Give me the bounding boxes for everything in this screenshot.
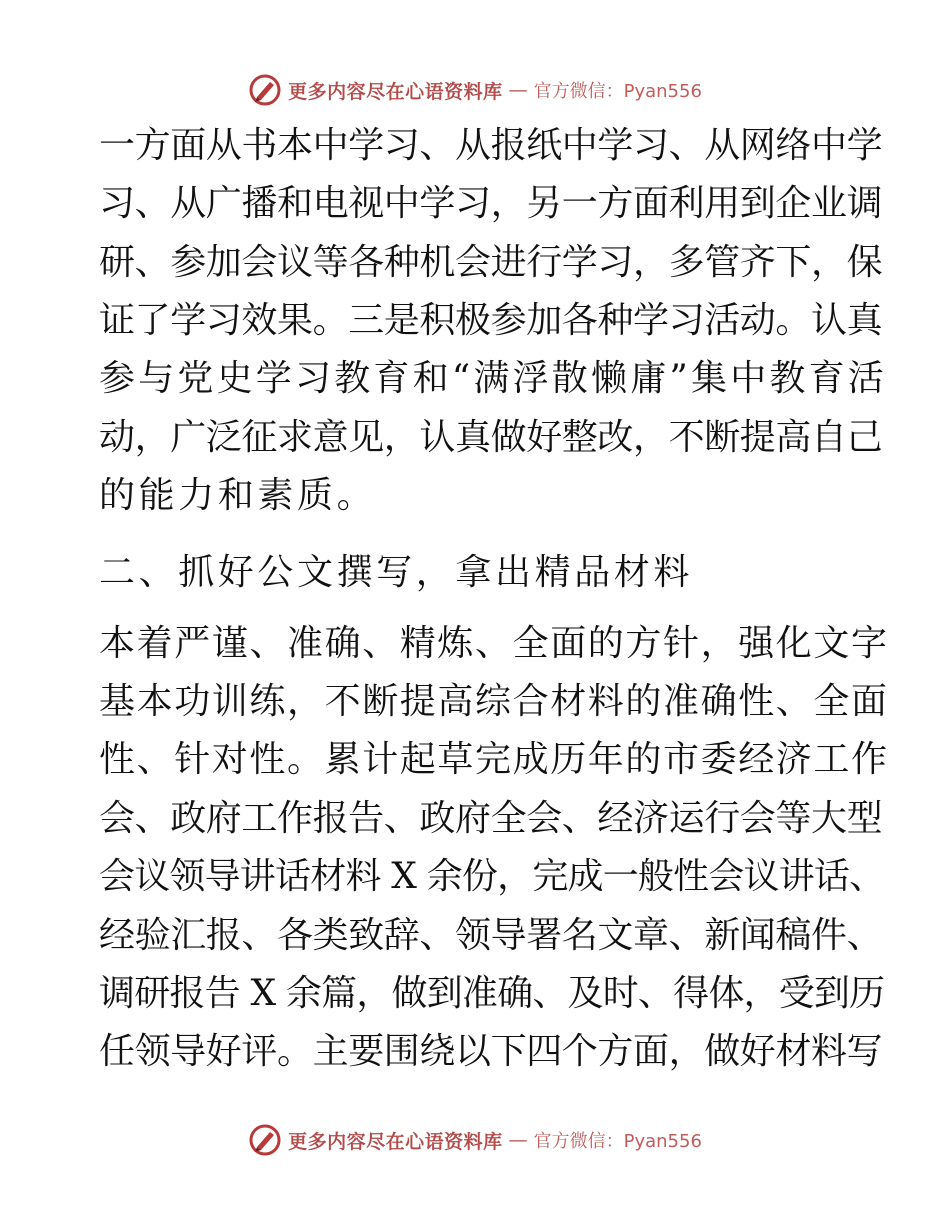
pen-logo-icon xyxy=(248,73,282,107)
watermark-contact-text: 官方微信：Pyan556 xyxy=(533,81,702,102)
body-line: 习、从广播和电视中学习，另一方面利用到企业调 xyxy=(99,183,883,224)
body-line: 经验汇报、各类致辞、领导署名文章、新闻稿件、 xyxy=(99,915,883,956)
body-line: 的能力和素质。 xyxy=(99,475,377,516)
watermark-dash: — xyxy=(508,1129,528,1151)
body-line: 本着严谨、准确、精炼、全面的方针，强化文字 xyxy=(99,623,889,664)
watermark-main-text: 更多内容尽在心语资料库 xyxy=(288,1130,503,1153)
body-line: 研、参加会议等各种机会进行学习，多管齐下，保 xyxy=(99,242,883,283)
footer-watermark xyxy=(0,1120,950,1160)
pen-logo-icon xyxy=(248,1123,282,1157)
body-line: 一方面从书本中学习、从报纸中学习、从网络中学 xyxy=(99,125,883,166)
body-line: 性、针对性。累计起草完成历年的市委经济工作 xyxy=(99,739,889,780)
body-line: 动，广泛征求意见，认真做好整改，不断提高自己 xyxy=(99,417,883,458)
body-line: 参与党史学习教育和“满浮散懒庸”集中教育活 xyxy=(99,358,888,399)
body-line: 基本功训练，不断提高综合材料的准确性、全面 xyxy=(99,681,889,722)
watermark-main-text: 更多内容尽在心语资料库 xyxy=(288,80,503,103)
section-heading: 二、抓好公文撰写，拿出精品材料 xyxy=(99,552,694,593)
watermark-dash: — xyxy=(508,79,528,101)
body-line: 调研报告 X 余篇，做到准确、及时、得体，受到历 xyxy=(99,973,885,1014)
body-line: 会、政府工作报告、政府全会、经济运行会等大型 xyxy=(99,798,883,839)
body-line: 任领导好评。主要围绕以下四个方面，做好材料写 xyxy=(99,1031,883,1072)
body-line: 会议领导讲话材料 X 余份，完成一般性会议讲话、 xyxy=(99,856,885,897)
body-line: 证了学习效果。三是积极参加各种学习活动。认真 xyxy=(99,300,883,341)
watermark-contact-text: 官方微信：Pyan556 xyxy=(533,1131,702,1152)
header-watermark xyxy=(0,70,950,110)
